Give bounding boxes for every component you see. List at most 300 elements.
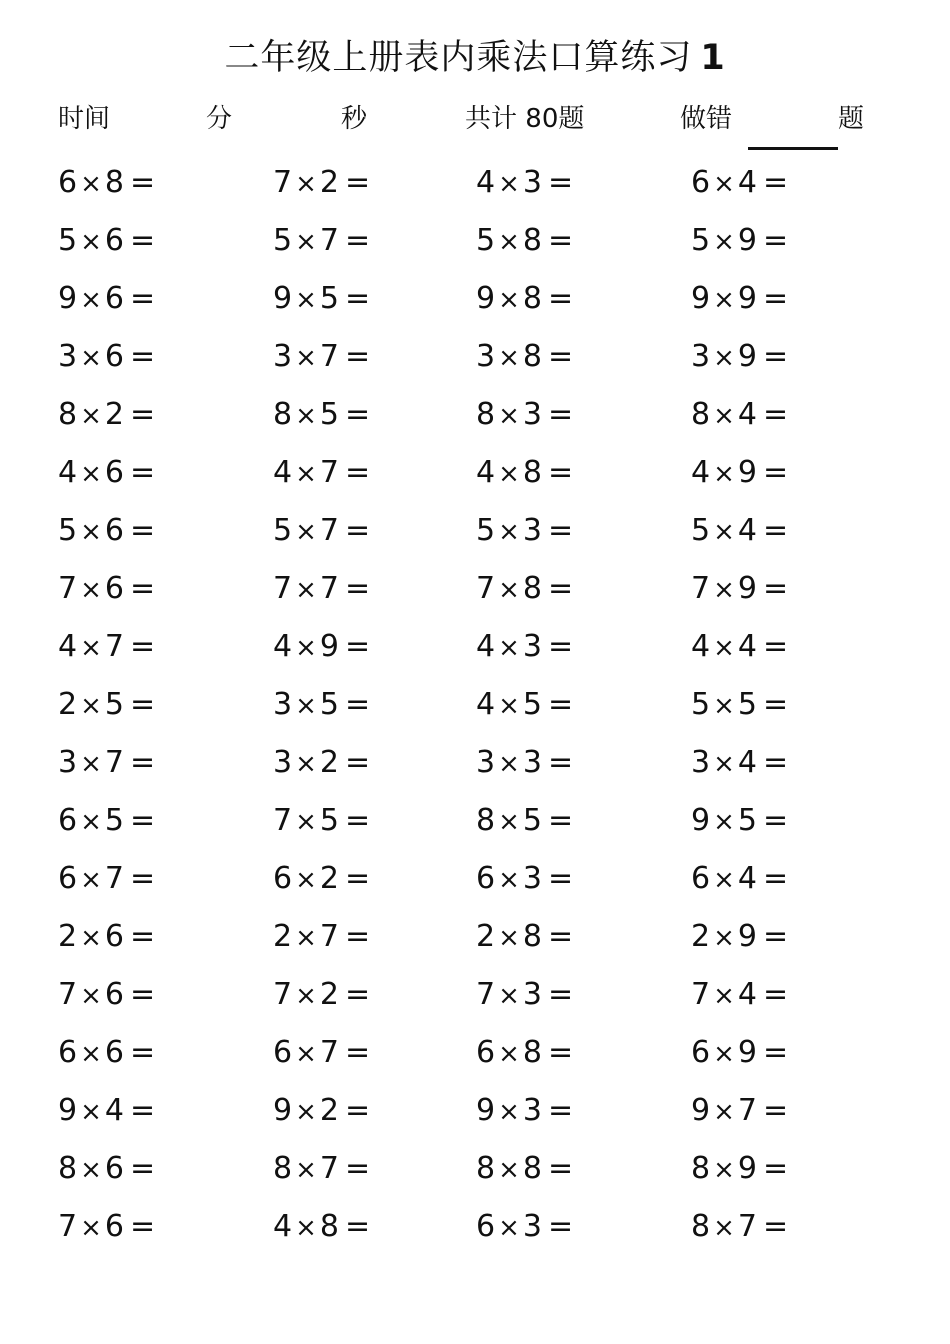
factor-a: 5: [476, 513, 496, 548]
equals-sign: =: [129, 803, 156, 838]
equals-sign: =: [129, 919, 156, 954]
factor-b: 3: [522, 1093, 542, 1128]
multiply-sign: ×: [498, 1039, 520, 1069]
factor-a: 8: [476, 397, 496, 432]
equals-sign: =: [762, 513, 789, 548]
multiply-sign: ×: [295, 517, 317, 547]
factor-b: 8: [522, 571, 542, 606]
multiply-sign: ×: [295, 691, 317, 721]
problem-r19-c1: [58, 1207, 155, 1248]
factor-b: 6: [104, 977, 124, 1012]
wrong-unit: 题: [838, 104, 865, 134]
equals-sign: =: [547, 513, 574, 548]
factor-a: 4: [476, 455, 496, 490]
equals-sign: =: [344, 687, 371, 722]
factor-b: 7: [319, 1035, 339, 1070]
equals-sign: =: [129, 687, 156, 722]
equals-sign: =: [129, 571, 156, 606]
factor-b: 6: [104, 513, 124, 548]
equals-sign: =: [344, 339, 371, 374]
equals-sign: =: [547, 803, 574, 838]
factor-b: 6: [104, 1209, 124, 1244]
equals-sign: =: [344, 977, 371, 1012]
problem-r4-c4: [691, 337, 788, 378]
multiply-sign: ×: [713, 285, 735, 315]
multiply-sign: ×: [80, 1039, 102, 1069]
problem-r18-c1: [58, 1149, 155, 1190]
title-number: 1: [700, 38, 726, 78]
equals-sign: =: [762, 861, 789, 896]
equals-sign: =: [129, 977, 156, 1012]
equals-sign: =: [344, 919, 371, 954]
factor-a: 5: [58, 223, 78, 258]
problem-r11-c3: [476, 743, 573, 784]
equals-sign: =: [547, 223, 574, 258]
equals-sign: =: [344, 861, 371, 896]
factor-b: 2: [319, 1093, 339, 1128]
multiply-sign: ×: [80, 749, 102, 779]
problem-r9-c4: [691, 627, 788, 668]
factor-b: 7: [104, 861, 124, 896]
factor-b: 7: [319, 919, 339, 954]
factor-a: 3: [476, 339, 496, 374]
factor-a: 9: [58, 1093, 78, 1128]
equals-sign: =: [344, 397, 371, 432]
multiply-sign: ×: [295, 1213, 317, 1243]
equals-sign: =: [547, 687, 574, 722]
multiply-sign: ×: [295, 1039, 317, 1069]
equals-sign: =: [762, 977, 789, 1012]
factor-a: 5: [273, 223, 293, 258]
factor-b: 3: [522, 629, 542, 664]
equals-sign: =: [129, 1209, 156, 1244]
factor-b: 7: [319, 513, 339, 548]
factor-b: 7: [319, 571, 339, 606]
factor-b: 3: [522, 165, 542, 200]
factor-a: 6: [691, 861, 711, 896]
factor-b: 9: [737, 455, 757, 490]
problem-r1-c4: [691, 163, 788, 204]
factor-b: 5: [104, 687, 124, 722]
problem-r12-c3: [476, 801, 573, 842]
second-label: 秒: [341, 104, 368, 134]
equals-sign: =: [547, 1035, 574, 1070]
factor-a: 6: [58, 861, 78, 896]
problem-r2-c1: [58, 221, 155, 262]
factor-a: 8: [273, 1151, 293, 1186]
equals-sign: =: [547, 629, 574, 664]
factor-b: 3: [522, 397, 542, 432]
factor-a: 6: [273, 861, 293, 896]
factor-a: 7: [58, 571, 78, 606]
problem-r15-c1: [58, 975, 155, 1016]
problem-r19-c3: [476, 1207, 573, 1248]
problem-r12-c2: [273, 801, 370, 842]
factor-b: 5: [319, 397, 339, 432]
factor-a: 6: [58, 165, 78, 200]
factor-b: 5: [319, 803, 339, 838]
problem-r12-c1: [58, 801, 155, 842]
factor-b: 8: [522, 223, 542, 258]
equals-sign: =: [547, 1093, 574, 1128]
multiply-sign: ×: [80, 923, 102, 953]
problem-r14-c2: [273, 917, 370, 958]
factor-a: 4: [476, 687, 496, 722]
minute-label: 分: [206, 104, 233, 134]
factor-a: 5: [58, 513, 78, 548]
problem-r18-c4: [691, 1149, 788, 1190]
problem-r7-c3: [476, 511, 573, 552]
problem-r6-c4: [691, 453, 788, 494]
equals-sign: =: [344, 629, 371, 664]
factor-a: 5: [273, 513, 293, 548]
factor-a: 2: [273, 919, 293, 954]
factor-b: 4: [737, 977, 757, 1012]
problem-r16-c1: [58, 1033, 155, 1074]
multiply-sign: ×: [80, 285, 102, 315]
equals-sign: =: [129, 1093, 156, 1128]
equals-sign: =: [344, 455, 371, 490]
multiply-sign: ×: [295, 633, 317, 663]
problem-r6-c3: [476, 453, 573, 494]
equals-sign: =: [762, 803, 789, 838]
multiply-sign: ×: [80, 1213, 102, 1243]
equals-sign: =: [762, 687, 789, 722]
factor-b: 9: [737, 281, 757, 316]
equals-sign: =: [129, 1151, 156, 1186]
problem-r7-c4: [691, 511, 788, 552]
equals-sign: =: [129, 745, 156, 780]
factor-a: 8: [58, 397, 78, 432]
factor-a: 3: [58, 339, 78, 374]
multiply-sign: ×: [80, 1155, 102, 1185]
problem-r10-c4: [691, 685, 788, 726]
factor-b: 5: [104, 803, 124, 838]
multiply-sign: ×: [498, 691, 520, 721]
factor-a: 9: [691, 1093, 711, 1128]
problem-r3-c4: [691, 279, 788, 320]
equals-sign: =: [762, 339, 789, 374]
factor-a: 2: [58, 919, 78, 954]
multiply-sign: ×: [498, 285, 520, 315]
problem-r19-c2: [273, 1207, 370, 1248]
problem-r9-c1: [58, 627, 155, 668]
multiply-sign: ×: [713, 169, 735, 199]
multiply-sign: ×: [295, 575, 317, 605]
equals-sign: =: [762, 1151, 789, 1186]
multiply-sign: ×: [713, 981, 735, 1011]
equals-sign: =: [547, 1209, 574, 1244]
equals-sign: =: [344, 223, 371, 258]
factor-a: 4: [476, 629, 496, 664]
problem-r14-c1: [58, 917, 155, 958]
factor-a: 8: [691, 1209, 711, 1244]
multiply-sign: ×: [80, 691, 102, 721]
factor-a: 7: [476, 571, 496, 606]
problem-r5-c1: [58, 395, 155, 436]
equals-sign: =: [762, 1209, 789, 1244]
factor-a: 5: [691, 223, 711, 258]
factor-a: 5: [691, 687, 711, 722]
problem-r18-c3: [476, 1149, 573, 1190]
problem-r11-c1: [58, 743, 155, 784]
equals-sign: =: [129, 629, 156, 664]
factor-a: 7: [273, 165, 293, 200]
multiply-sign: ×: [295, 459, 317, 489]
multiply-sign: ×: [713, 517, 735, 547]
equals-sign: =: [344, 1093, 371, 1128]
equals-sign: =: [344, 1209, 371, 1244]
problem-r7-c2: [273, 511, 370, 552]
factor-a: 9: [273, 281, 293, 316]
multiply-sign: ×: [498, 227, 520, 257]
problem-r4-c3: [476, 337, 573, 378]
equals-sign: =: [547, 745, 574, 780]
problem-r2-c3: [476, 221, 573, 262]
factor-a: 8: [476, 803, 496, 838]
multiply-sign: ×: [80, 633, 102, 663]
multiply-sign: ×: [295, 401, 317, 431]
equals-sign: =: [547, 165, 574, 200]
factor-b: 6: [104, 1035, 124, 1070]
multiply-sign: ×: [80, 343, 102, 373]
factor-b: 7: [319, 339, 339, 374]
problem-r8-c1: [58, 569, 155, 610]
factor-b: 4: [737, 629, 757, 664]
problem-r8-c3: [476, 569, 573, 610]
multiply-sign: ×: [80, 865, 102, 895]
problem-r5-c2: [273, 395, 370, 436]
factor-a: 3: [476, 745, 496, 780]
factor-b: 9: [737, 1035, 757, 1070]
problem-r2-c4: [691, 221, 788, 262]
multiply-sign: ×: [498, 169, 520, 199]
multiply-sign: ×: [80, 169, 102, 199]
factor-b: 5: [522, 803, 542, 838]
factor-a: 8: [476, 1151, 496, 1186]
factor-b: 8: [522, 281, 542, 316]
equals-sign: =: [547, 977, 574, 1012]
factor-a: 4: [58, 455, 78, 490]
factor-a: 3: [273, 339, 293, 374]
multiply-sign: ×: [713, 749, 735, 779]
factor-a: 6: [691, 165, 711, 200]
problem-r2-c2: [273, 221, 370, 262]
multiply-sign: ×: [713, 227, 735, 257]
title-text: 二年级上册表内乘法口算练习: [224, 38, 693, 78]
multiply-sign: ×: [498, 807, 520, 837]
problem-r17-c2: [273, 1091, 370, 1132]
factor-a: 8: [691, 1151, 711, 1186]
problem-r17-c3: [476, 1091, 573, 1132]
equals-sign: =: [762, 745, 789, 780]
factor-a: 6: [273, 1035, 293, 1070]
factor-a: 8: [273, 397, 293, 432]
time-label: 时间: [58, 104, 111, 134]
equals-sign: =: [762, 397, 789, 432]
multiply-sign: ×: [498, 1097, 520, 1127]
factor-b: 9: [319, 629, 339, 664]
multiply-sign: ×: [295, 1155, 317, 1185]
equals-sign: =: [129, 513, 156, 548]
equals-sign: =: [129, 397, 156, 432]
multiply-sign: ×: [713, 633, 735, 663]
problem-r13-c2: [273, 859, 370, 900]
problem-r13-c1: [58, 859, 155, 900]
factor-a: 7: [476, 977, 496, 1012]
equals-sign: =: [547, 571, 574, 606]
factor-b: 7: [319, 1151, 339, 1186]
multiply-sign: ×: [498, 343, 520, 373]
total-count: [465, 100, 584, 138]
factor-b: 5: [737, 687, 757, 722]
factor-b: 7: [104, 745, 124, 780]
equals-sign: =: [762, 165, 789, 200]
problem-r8-c4: [691, 569, 788, 610]
problem-r11-c2: [273, 743, 370, 784]
problem-r14-c3: [476, 917, 573, 958]
problem-r13-c4: [691, 859, 788, 900]
multiply-sign: ×: [713, 575, 735, 605]
equals-sign: =: [547, 1151, 574, 1186]
multiply-sign: ×: [498, 575, 520, 605]
factor-a: 7: [273, 571, 293, 606]
problem-r13-c3: [476, 859, 573, 900]
factor-b: 4: [737, 861, 757, 896]
total-label: 共计: [465, 104, 518, 134]
factor-a: 4: [691, 455, 711, 490]
factor-a: 8: [691, 397, 711, 432]
factor-a: 9: [58, 281, 78, 316]
multiply-sign: ×: [80, 1097, 102, 1127]
multiply-sign: ×: [80, 517, 102, 547]
multiply-sign: ×: [713, 459, 735, 489]
factor-b: 4: [737, 513, 757, 548]
equals-sign: =: [762, 455, 789, 490]
factor-a: 9: [691, 281, 711, 316]
factor-a: 7: [58, 977, 78, 1012]
multiply-sign: ×: [498, 923, 520, 953]
equals-sign: =: [344, 571, 371, 606]
equals-sign: =: [129, 455, 156, 490]
problem-r4-c1: [58, 337, 155, 378]
equals-sign: =: [547, 339, 574, 374]
factor-a: 6: [691, 1035, 711, 1070]
multiply-sign: ×: [713, 865, 735, 895]
multiply-sign: ×: [295, 227, 317, 257]
equals-sign: =: [762, 571, 789, 606]
factor-a: 3: [691, 745, 711, 780]
multiply-sign: ×: [498, 633, 520, 663]
equals-sign: =: [129, 281, 156, 316]
factor-b: 9: [737, 919, 757, 954]
problem-r6-c2: [273, 453, 370, 494]
factor-b: 4: [737, 745, 757, 780]
multiply-sign: ×: [713, 1039, 735, 1069]
multiply-sign: ×: [295, 807, 317, 837]
equals-sign: =: [344, 1151, 371, 1186]
problem-r7-c1: [58, 511, 155, 552]
factor-b: 2: [319, 977, 339, 1012]
multiply-sign: ×: [498, 459, 520, 489]
problem-r1-c3: [476, 163, 573, 204]
factor-a: 6: [476, 861, 496, 896]
multiply-sign: ×: [295, 981, 317, 1011]
equals-sign: =: [547, 919, 574, 954]
multiply-sign: ×: [713, 1155, 735, 1185]
problem-r10-c3: [476, 685, 573, 726]
factor-b: 4: [737, 165, 757, 200]
factor-a: 2: [476, 919, 496, 954]
problem-r4-c2: [273, 337, 370, 378]
factor-a: 3: [273, 745, 293, 780]
multiply-sign: ×: [498, 749, 520, 779]
factor-b: 8: [522, 1151, 542, 1186]
factor-a: 9: [273, 1093, 293, 1128]
factor-b: 6: [104, 1151, 124, 1186]
equals-sign: =: [547, 455, 574, 490]
factor-a: 3: [58, 745, 78, 780]
factor-b: 7: [737, 1093, 757, 1128]
equals-sign: =: [129, 1035, 156, 1070]
factor-a: 9: [476, 1093, 496, 1128]
multiply-sign: ×: [498, 981, 520, 1011]
multiply-sign: ×: [295, 285, 317, 315]
multiply-sign: ×: [295, 169, 317, 199]
multiply-sign: ×: [80, 401, 102, 431]
equals-sign: =: [762, 1035, 789, 1070]
factor-b: 3: [522, 513, 542, 548]
factor-b: 5: [319, 687, 339, 722]
problem-r1-c2: [273, 163, 370, 204]
equals-sign: =: [762, 223, 789, 258]
multiply-sign: ×: [80, 227, 102, 257]
multiply-sign: ×: [498, 401, 520, 431]
factor-b: 2: [319, 745, 339, 780]
equals-sign: =: [129, 861, 156, 896]
factor-b: 8: [319, 1209, 339, 1244]
wrong-count-blank[interactable]: [748, 147, 838, 150]
factor-a: 4: [691, 629, 711, 664]
multiply-sign: ×: [80, 575, 102, 605]
problem-r9-c3: [476, 627, 573, 668]
problem-r14-c4: [691, 917, 788, 958]
equals-sign: =: [762, 1093, 789, 1128]
equals-sign: =: [129, 339, 156, 374]
factor-b: 4: [737, 397, 757, 432]
equals-sign: =: [762, 281, 789, 316]
worksheet-title: [0, 34, 950, 82]
factor-b: 9: [737, 223, 757, 258]
multiply-sign: ×: [498, 1155, 520, 1185]
multiply-sign: ×: [498, 1213, 520, 1243]
factor-a: 7: [691, 977, 711, 1012]
multiply-sign: ×: [498, 517, 520, 547]
factor-a: 7: [691, 571, 711, 606]
factor-b: 9: [737, 339, 757, 374]
factor-b: 6: [104, 339, 124, 374]
multiply-sign: ×: [80, 459, 102, 489]
factor-b: 7: [104, 629, 124, 664]
factor-b: 8: [522, 455, 542, 490]
factor-a: 6: [476, 1035, 496, 1070]
factor-b: 5: [737, 803, 757, 838]
problem-r16-c4: [691, 1033, 788, 1074]
equals-sign: =: [762, 919, 789, 954]
factor-b: 2: [319, 861, 339, 896]
problem-r15-c2: [273, 975, 370, 1016]
problem-r3-c2: [273, 279, 370, 320]
